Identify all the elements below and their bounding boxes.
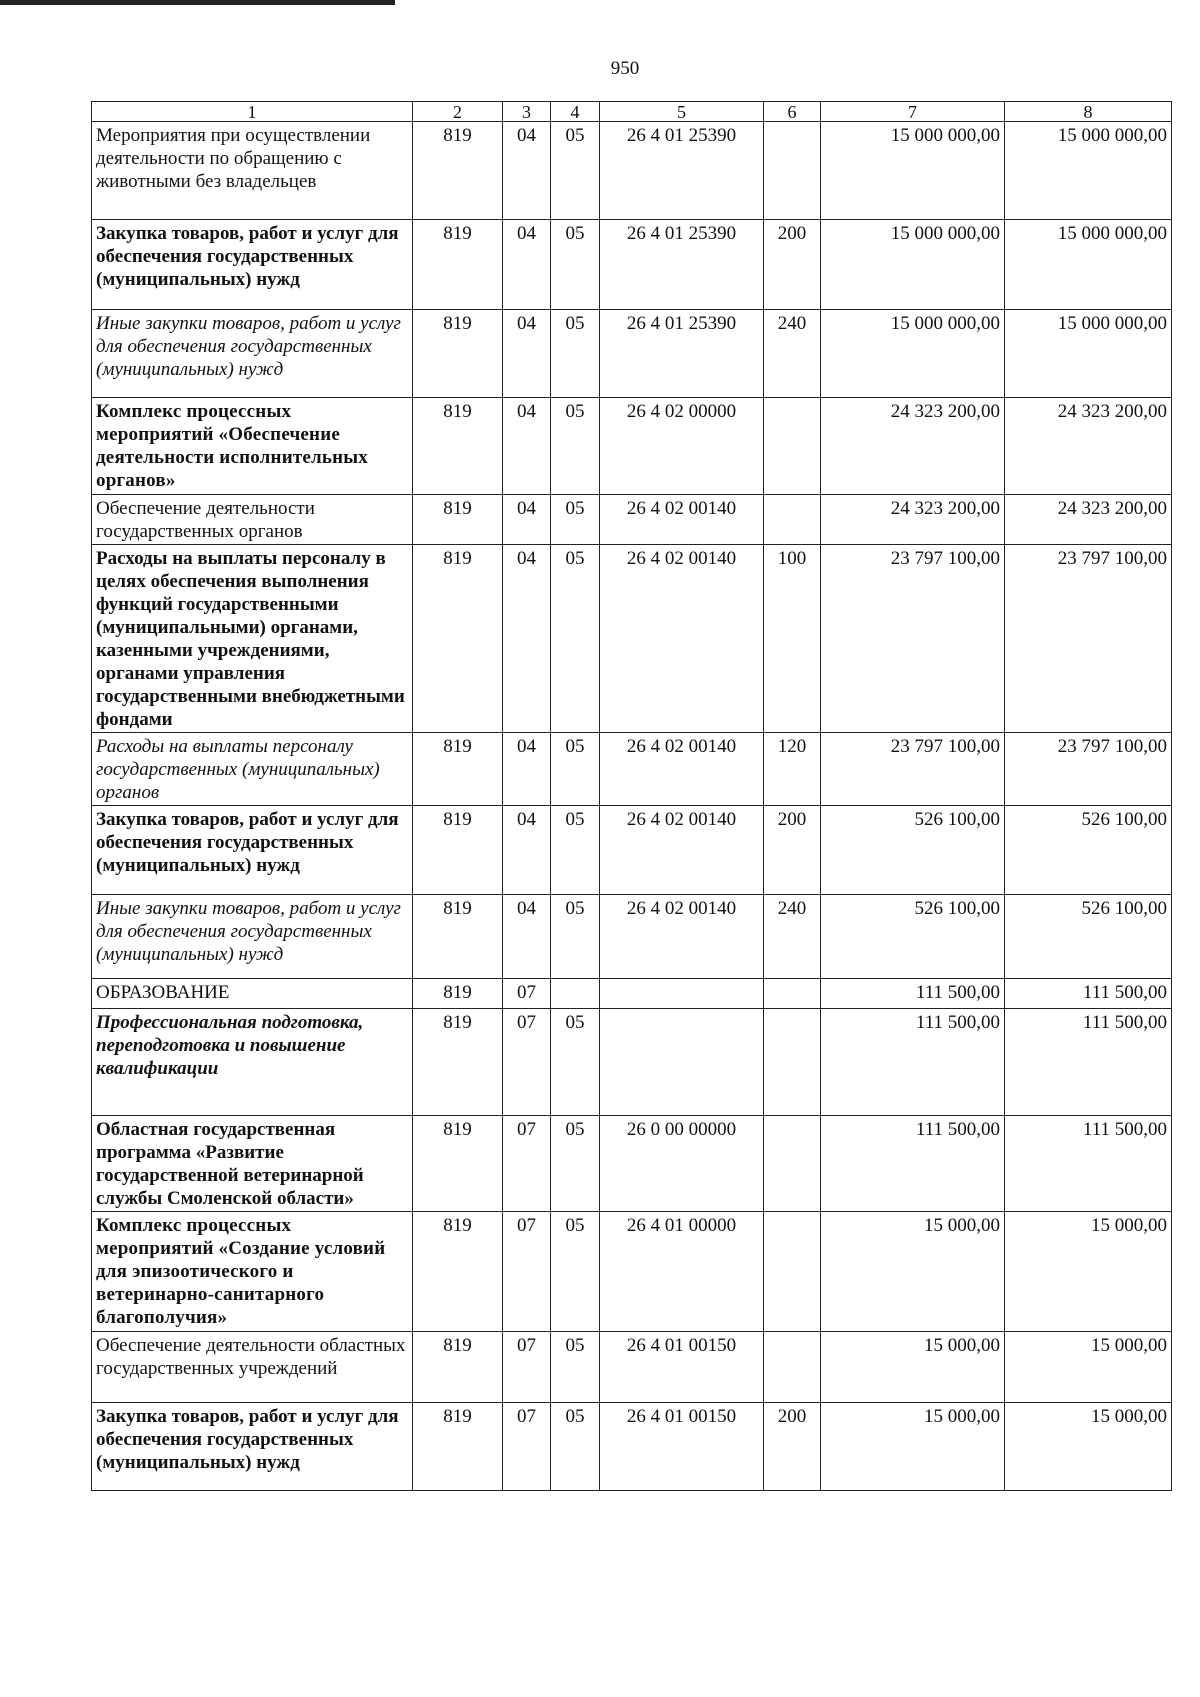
code-cell-col5: 26 4 01 00000 <box>600 1212 764 1332</box>
amount-cell-col7: 15 000,00 <box>821 1212 1005 1332</box>
expense-name-cell: Мероприятия при осуществлении деятельности по обращению с животными без владельцев <box>92 122 413 220</box>
code-cell-col6: 200 <box>764 220 821 310</box>
amount-cell-col8: 111 500,00 <box>1005 1009 1172 1116</box>
code-cell-col6 <box>764 1212 821 1332</box>
code-cell-col3: 04 <box>503 545 551 733</box>
code-cell-col4: 05 <box>551 1403 600 1491</box>
code-cell-col5: 26 0 00 00000 <box>600 1116 764 1212</box>
code-cell-col2: 819 <box>413 1212 503 1332</box>
amount-cell-col8: 15 000 000,00 <box>1005 220 1172 310</box>
code-cell-col6 <box>764 979 821 1009</box>
amount-cell-col8: 526 100,00 <box>1005 806 1172 895</box>
code-cell-col3: 07 <box>503 979 551 1009</box>
code-cell-col4: 05 <box>551 398 600 495</box>
code-cell-col2: 819 <box>413 398 503 495</box>
code-cell-col3: 04 <box>503 122 551 220</box>
code-cell-col3: 04 <box>503 310 551 398</box>
code-cell-col6 <box>764 1116 821 1212</box>
code-cell-col5: 26 4 02 00140 <box>600 733 764 806</box>
expense-name-cell: Расходы на выплаты персоналу в целях обеспечения выполнения функций государственными (муниципальными) органами, казенными учреждениями, органами управления государственными внебюджетными фондами <box>92 545 413 733</box>
code-cell-col4: 05 <box>551 310 600 398</box>
code-cell-col6 <box>764 1009 821 1116</box>
amount-cell-col7: 526 100,00 <box>821 895 1005 979</box>
code-cell-col6 <box>764 122 821 220</box>
code-cell-col2: 819 <box>413 122 503 220</box>
amount-cell-col7: 23 797 100,00 <box>821 545 1005 733</box>
code-cell-col5: 26 4 02 00140 <box>600 895 764 979</box>
amount-cell-col8: 24 323 200,00 <box>1005 398 1172 495</box>
code-cell-col4: 05 <box>551 806 600 895</box>
code-cell-col3: 07 <box>503 1332 551 1403</box>
code-cell-col4 <box>551 979 600 1009</box>
table-row <box>92 220 1172 310</box>
amount-cell-col8: 111 500,00 <box>1005 979 1172 1009</box>
code-cell-col5: 26 4 02 00140 <box>600 545 764 733</box>
code-cell-col4: 05 <box>551 495 600 545</box>
code-cell-col4: 05 <box>551 1332 600 1403</box>
code-cell-col3: 07 <box>503 1403 551 1491</box>
header-cell: 5 <box>600 102 764 122</box>
code-cell-col6 <box>764 1332 821 1403</box>
expense-name-cell: Профессиональная подготовка, переподготовка и повышение квалификации <box>92 1009 413 1116</box>
table-row <box>92 122 1172 220</box>
expense-name-cell: Обеспечение деятельности государственных органов <box>92 495 413 545</box>
header-cell: 7 <box>821 102 1005 122</box>
header-cell: 1 <box>92 102 413 122</box>
code-cell-col4: 05 <box>551 895 600 979</box>
expense-name-cell: Комплекс процессных мероприятий «Создание условий для эпизоотического и ветеринарно-санитарного благополучия» <box>92 1212 413 1332</box>
code-cell-col4: 05 <box>551 1009 600 1116</box>
table-row <box>92 1212 1172 1332</box>
code-cell-col4: 05 <box>551 1116 600 1212</box>
code-cell-col5: 26 4 01 25390 <box>600 310 764 398</box>
code-cell-col5: 26 4 02 00140 <box>600 495 764 545</box>
amount-cell-col8: 23 797 100,00 <box>1005 733 1172 806</box>
table-body <box>92 102 1172 1491</box>
amount-cell-col7: 111 500,00 <box>821 1116 1005 1212</box>
header-cell: 8 <box>1005 102 1172 122</box>
code-cell-col4: 05 <box>551 545 600 733</box>
amount-cell-col7: 24 323 200,00 <box>821 398 1005 495</box>
code-cell-col6 <box>764 398 821 495</box>
code-cell-col3: 04 <box>503 495 551 545</box>
amount-cell-col8: 15 000,00 <box>1005 1403 1172 1491</box>
code-cell-col2: 819 <box>413 220 503 310</box>
table-row <box>92 979 1172 1009</box>
code-cell-col3: 04 <box>503 398 551 495</box>
code-cell-col5: 26 4 02 00140 <box>600 806 764 895</box>
code-cell-col6: 240 <box>764 310 821 398</box>
page-number: 950 <box>610 58 640 79</box>
expense-name-cell: Иные закупки товаров, работ и услуг для обеспечения государственных (муниципальных) нужд <box>92 310 413 398</box>
code-cell-col6: 200 <box>764 806 821 895</box>
scan-edge-bar <box>0 0 395 5</box>
code-cell-col4: 05 <box>551 733 600 806</box>
code-cell-col2: 819 <box>413 545 503 733</box>
table-row <box>92 895 1172 979</box>
code-cell-col2: 819 <box>413 806 503 895</box>
header-cell: 2 <box>413 102 503 122</box>
code-cell-col2: 819 <box>413 1332 503 1403</box>
amount-cell-col8: 15 000 000,00 <box>1005 310 1172 398</box>
code-cell-col3: 04 <box>503 806 551 895</box>
code-cell-col3: 04 <box>503 220 551 310</box>
amount-cell-col8: 15 000,00 <box>1005 1212 1172 1332</box>
code-cell-col5 <box>600 1009 764 1116</box>
code-cell-col3: 07 <box>503 1009 551 1116</box>
header-cell: 3 <box>503 102 551 122</box>
amount-cell-col7: 15 000,00 <box>821 1403 1005 1491</box>
code-cell-col3: 04 <box>503 895 551 979</box>
code-cell-col2: 819 <box>413 733 503 806</box>
amount-cell-col8: 23 797 100,00 <box>1005 545 1172 733</box>
code-cell-col2: 819 <box>413 1403 503 1491</box>
table-row <box>92 1403 1172 1491</box>
expense-name-cell: Иные закупки товаров, работ и услуг для обеспечения государственных (муниципальных) нужд <box>92 895 413 979</box>
amount-cell-col8: 15 000,00 <box>1005 1332 1172 1403</box>
code-cell-col6: 200 <box>764 1403 821 1491</box>
amount-cell-col7: 526 100,00 <box>821 806 1005 895</box>
expense-name-cell: Закупка товаров, работ и услуг для обеспечения государственных (муниципальных) нужд <box>92 806 413 895</box>
code-cell-col6 <box>764 495 821 545</box>
code-cell-col3: 07 <box>503 1116 551 1212</box>
expense-name-cell: Закупка товаров, работ и услуг для обеспечения государственных (муниципальных) нужд <box>92 220 413 310</box>
code-cell-col2: 819 <box>413 1116 503 1212</box>
table-row <box>92 545 1172 733</box>
amount-cell-col7: 15 000 000,00 <box>821 122 1005 220</box>
code-cell-col2: 819 <box>413 495 503 545</box>
code-cell-col5: 26 4 01 00150 <box>600 1403 764 1491</box>
amount-cell-col7: 15 000 000,00 <box>821 310 1005 398</box>
expense-name-cell: Обеспечение деятельности областных государственных учреждений <box>92 1332 413 1403</box>
table-row <box>92 1116 1172 1212</box>
amount-cell-col7: 24 323 200,00 <box>821 495 1005 545</box>
table-row <box>92 495 1172 545</box>
code-cell-col5 <box>600 979 764 1009</box>
amount-cell-col7: 111 500,00 <box>821 979 1005 1009</box>
code-cell-col6: 100 <box>764 545 821 733</box>
header-cell: 6 <box>764 102 821 122</box>
code-cell-col2: 819 <box>413 1009 503 1116</box>
budget-table <box>91 101 1172 1491</box>
code-cell-col3: 04 <box>503 733 551 806</box>
table-row <box>92 398 1172 495</box>
table-row <box>92 1332 1172 1403</box>
amount-cell-col7: 15 000,00 <box>821 1332 1005 1403</box>
expense-name-cell: Комплекс процессных мероприятий «Обеспечение деятельности исполнительных органов» <box>92 398 413 495</box>
expense-name-cell: Расходы на выплаты персоналу государственных (муниципальных) органов <box>92 733 413 806</box>
code-cell-col5: 26 4 02 00000 <box>600 398 764 495</box>
amount-cell-col8: 111 500,00 <box>1005 1116 1172 1212</box>
amount-cell-col8: 526 100,00 <box>1005 895 1172 979</box>
code-cell-col3: 07 <box>503 1212 551 1332</box>
code-cell-col5: 26 4 01 25390 <box>600 220 764 310</box>
table-row <box>92 310 1172 398</box>
table-row <box>92 733 1172 806</box>
code-cell-col4: 05 <box>551 122 600 220</box>
expense-name-cell: Закупка товаров, работ и услуг для обеспечения государственных (муниципальных) нужд <box>92 1403 413 1491</box>
amount-cell-col8: 24 323 200,00 <box>1005 495 1172 545</box>
amount-cell-col7: 23 797 100,00 <box>821 733 1005 806</box>
code-cell-col2: 819 <box>413 895 503 979</box>
code-cell-col6: 240 <box>764 895 821 979</box>
table-row <box>92 1009 1172 1116</box>
code-cell-col6: 120 <box>764 733 821 806</box>
code-cell-col4: 05 <box>551 220 600 310</box>
code-cell-col2: 819 <box>413 310 503 398</box>
expense-name-cell: ОБРАЗОВАНИЕ <box>92 979 413 1009</box>
expense-name-cell: Областная государственная программа «Развитие государственной ветеринарной службы Смоленской области» <box>92 1116 413 1212</box>
code-cell-col4: 05 <box>551 1212 600 1332</box>
code-cell-col5: 26 4 01 00150 <box>600 1332 764 1403</box>
table-header-row <box>92 102 1172 122</box>
amount-cell-col7: 111 500,00 <box>821 1009 1005 1116</box>
table-row <box>92 806 1172 895</box>
amount-cell-col8: 15 000 000,00 <box>1005 122 1172 220</box>
code-cell-col2: 819 <box>413 979 503 1009</box>
amount-cell-col7: 15 000 000,00 <box>821 220 1005 310</box>
code-cell-col5: 26 4 01 25390 <box>600 122 764 220</box>
header-cell: 4 <box>551 102 600 122</box>
